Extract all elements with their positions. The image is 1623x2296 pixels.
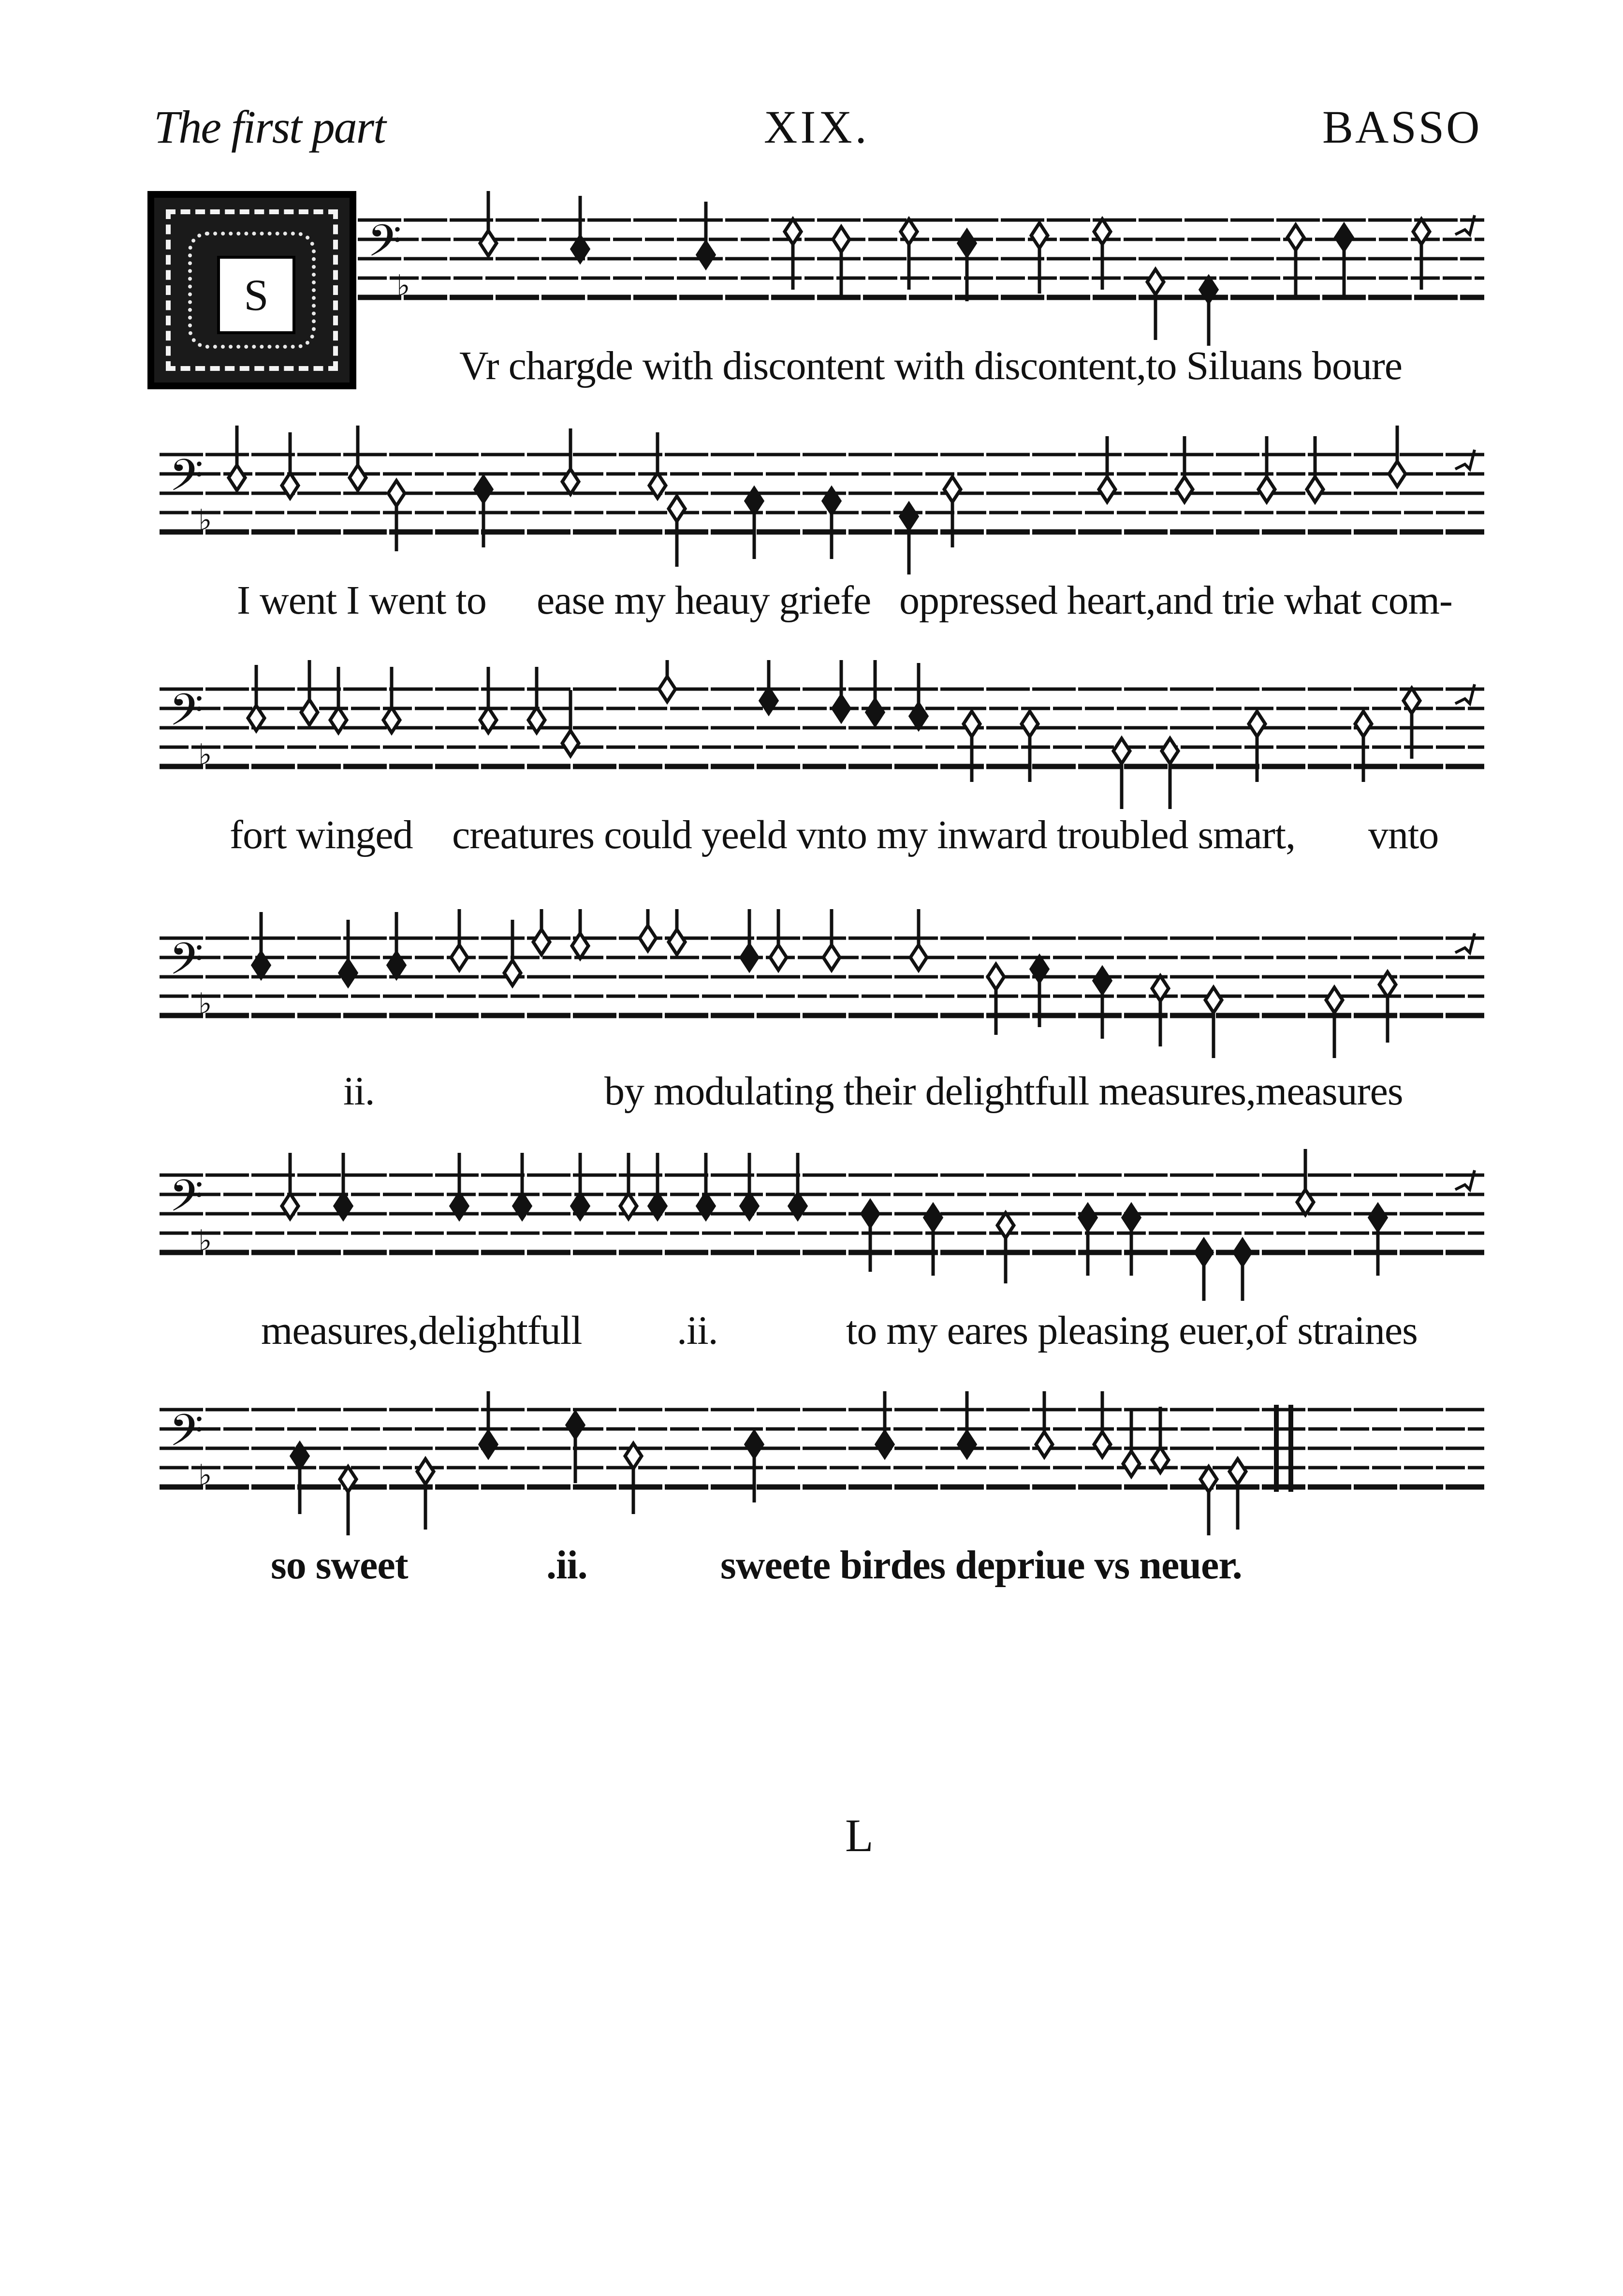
note-head	[1379, 972, 1396, 1043]
note-head	[1113, 738, 1130, 809]
note-head	[1094, 968, 1111, 1039]
note-head	[1123, 1411, 1140, 1476]
staff-svg	[0, 909, 1623, 1064]
lyric-fragment: measures,delightfull	[261, 1308, 582, 1353]
running-head-left: The first part	[154, 101, 385, 153]
page-number: XIX.	[764, 101, 870, 153]
note-head	[1234, 1240, 1251, 1301]
note-head	[877, 1391, 893, 1457]
note-head	[417, 1459, 434, 1530]
bass-clef-icon: 𝄢	[169, 933, 204, 995]
lyric-fragment: Vr chargde with discontent with discontent,to Siluans boure	[459, 343, 1403, 388]
lyric-line-1	[459, 343, 1403, 388]
note-head	[1162, 738, 1178, 809]
flat-sign-icon: ♭	[198, 738, 212, 772]
note-head	[862, 1201, 878, 1272]
note-head	[350, 426, 366, 490]
note-head	[698, 202, 714, 267]
note-head	[867, 660, 883, 725]
note-head	[1176, 436, 1193, 502]
staff-svg	[0, 1146, 1623, 1301]
note-head	[1326, 987, 1343, 1058]
note-head	[562, 428, 579, 494]
note-head	[997, 1213, 1014, 1283]
note-head	[1297, 1149, 1314, 1215]
note-head	[823, 488, 840, 559]
note-head	[625, 1443, 642, 1514]
lyric-fragment: oppressed heart,and trie what com-	[899, 578, 1452, 623]
music-staff-2	[0, 426, 1623, 580]
note-head	[1094, 1391, 1111, 1457]
note-head	[959, 1391, 975, 1457]
note-head	[833, 227, 849, 297]
note-head	[229, 426, 245, 490]
note-head	[1307, 436, 1323, 502]
note-head	[282, 432, 298, 498]
note-head	[620, 1153, 637, 1219]
lyric-fragment: so sweet	[271, 1543, 408, 1588]
flat-sign-icon: ♭	[396, 269, 410, 303]
flat-sign-icon: ♭	[198, 1224, 212, 1258]
note-head	[282, 1153, 298, 1219]
note-head	[514, 1153, 530, 1219]
note-head	[330, 667, 347, 733]
custos-icon	[1455, 450, 1475, 469]
note-head	[292, 1443, 308, 1514]
note-head	[335, 1153, 351, 1219]
lyric-fragment: .ii.	[546, 1543, 587, 1588]
initial-letter: S	[217, 256, 295, 334]
note-head	[746, 488, 762, 559]
note-head	[988, 964, 1004, 1035]
flat-sign-icon: ♭	[198, 987, 212, 1021]
bass-clef-icon: 𝄢	[169, 450, 204, 512]
lyric-fragment: by modulating their delightfull measures,measures	[604, 1069, 1403, 1114]
note-head	[340, 1467, 356, 1535]
note-head	[1200, 1467, 1217, 1535]
lyric-fragment: fort winged	[230, 812, 413, 857]
custos-icon	[1455, 1170, 1475, 1190]
note-head	[572, 909, 588, 958]
note-head	[698, 1153, 714, 1219]
note-head	[253, 912, 269, 978]
music-staff-4	[0, 909, 1623, 1064]
bass-clef-icon: 𝄢	[169, 684, 204, 746]
note-head	[301, 660, 318, 725]
note-head	[1370, 1205, 1386, 1276]
custos-icon	[1455, 215, 1475, 235]
note-head	[649, 1153, 666, 1219]
note-head	[480, 191, 497, 256]
note-head	[1229, 1459, 1246, 1530]
bass-clef-icon: 𝄢	[367, 215, 402, 277]
note-head	[451, 1153, 468, 1219]
note-head	[340, 920, 356, 986]
lyric-fragment: ease my heauy griefe	[537, 578, 871, 623]
lyric-fragment: .ii.	[677, 1308, 718, 1353]
note-head	[1152, 976, 1169, 1046]
note-head	[1196, 1240, 1212, 1301]
note-head	[572, 1153, 588, 1219]
custos-icon	[1455, 933, 1475, 953]
music-staff-6	[0, 1381, 1623, 1535]
note-head	[910, 663, 927, 729]
flat-sign-icon: ♭	[198, 503, 212, 537]
staff-svg	[0, 1381, 1623, 1535]
note-head	[1200, 277, 1217, 346]
lyric-fragment: vnto	[1368, 812, 1439, 857]
staff-svg	[0, 660, 1623, 815]
custos-icon	[1455, 684, 1475, 704]
note-head	[480, 667, 497, 733]
note-head	[533, 909, 550, 955]
lyric-fragment: sweete birdes depriue vs neuer.	[720, 1543, 1242, 1588]
note-head	[388, 912, 405, 978]
note-head	[669, 909, 685, 955]
bass-clef-icon: 𝄢	[169, 1170, 204, 1232]
note-head	[741, 1153, 758, 1219]
lyric-fragment: creatures could yeeld vnto my inward troubled smart,	[452, 812, 1296, 857]
flat-sign-icon: ♭	[198, 1458, 212, 1492]
note-head	[1080, 1205, 1096, 1276]
note-head	[528, 667, 545, 733]
note-head	[959, 231, 975, 301]
music-staff-5	[0, 1146, 1623, 1301]
note-head	[562, 690, 579, 756]
staff-svg	[0, 191, 1623, 346]
note-head	[1258, 436, 1275, 502]
signature-mark: L	[845, 1810, 874, 1861]
note-head	[504, 920, 521, 986]
note-head	[640, 909, 656, 951]
note-head	[1147, 269, 1164, 340]
staff-svg	[0, 426, 1623, 580]
note-head	[760, 660, 777, 713]
note-head	[1036, 1391, 1053, 1457]
note-head	[1152, 1407, 1169, 1472]
voice-part-label: BASSO	[1322, 101, 1482, 153]
note-head	[790, 1153, 806, 1219]
note-head	[659, 660, 675, 702]
note-head	[388, 481, 405, 551]
note-head	[383, 667, 400, 733]
note-head	[1205, 987, 1222, 1058]
note-head	[649, 432, 666, 498]
note-head	[1123, 1205, 1140, 1276]
note-head	[480, 1391, 497, 1457]
bass-clef-icon: 𝄢	[169, 1405, 204, 1467]
music-staff-3	[0, 660, 1623, 815]
lyric-fragment: I went I went to	[237, 578, 486, 623]
lyric-fragment: to my eares pleasing euer,of straines	[846, 1308, 1418, 1353]
note-head	[572, 196, 588, 262]
note-head	[925, 1205, 941, 1276]
note-head	[1099, 436, 1115, 502]
lyric-fragment: ii.	[343, 1069, 375, 1114]
music-staff-1	[0, 191, 1623, 346]
note-head	[901, 504, 917, 574]
note-head	[248, 665, 264, 731]
